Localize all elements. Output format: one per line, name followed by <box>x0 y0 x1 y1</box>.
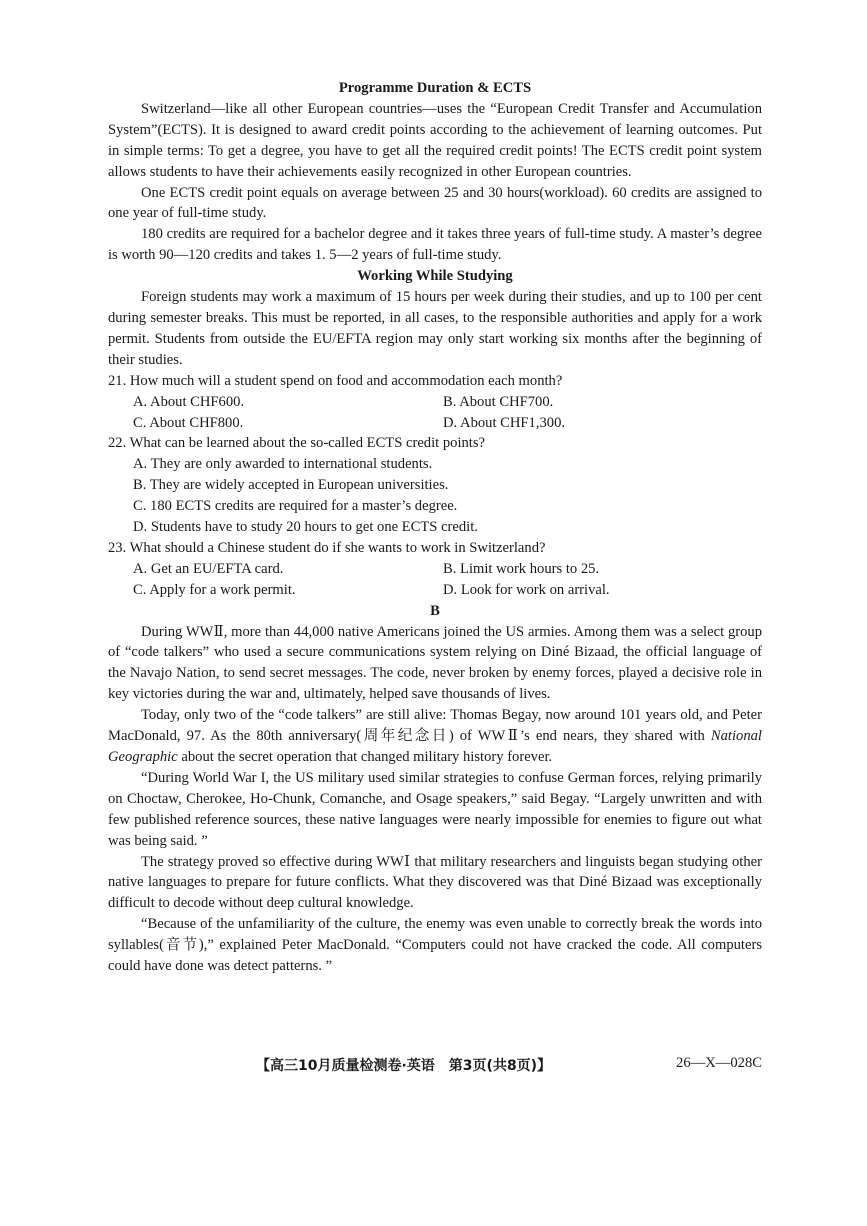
paragraph-text: Today, only two of the “code talkers” are still alive: Thomas Begay, now around 101 years old, and Peter MacDonald, 97. As the 80th anniversary(周年纪念日) of WWⅡ’s end nears, they shared with <box>108 707 762 745</box>
paragraph: “Because of the unfamiliarity of the culture, the enemy was even unable to correctly break the words into syllables(音节),” explained Peter MacDonald. “Computers could not have cracked the code. All computers could have done was detect patterns. ” <box>108 916 762 975</box>
option-b: B. They are widely accepted in European universities. <box>133 477 449 494</box>
option-a: A. About CHF600. <box>133 393 245 410</box>
option-a: A. They are only awarded to international students. <box>133 456 433 473</box>
question-text: 21. How much will a student spend on food and accommodation each month? <box>108 372 563 389</box>
option-c: C. Apply for a work permit. <box>133 581 296 598</box>
option-b: B. About CHF700. <box>443 393 554 410</box>
passage-label: B <box>430 602 440 619</box>
footer-exam-info: 【高三10月质量检测卷·英语 第3页(共8页)】 <box>256 1058 552 1074</box>
magazine-title: National Geographic <box>108 728 762 765</box>
paragraph: One ECTS credit point equals on average between 25 and 30 hours(workload). 60 credits are assigned to one year of full-time study. <box>108 184 762 222</box>
section-heading-programme: Programme Duration & ECTS <box>338 80 532 96</box>
paragraph: Switzerland—like all other European countries—uses the “European Credit Transfer and Accumulation System”(ECTS). It is designed to award credit points according to the achievement of learning outcomes. Put in simple terms: To get a degree, you have to get all the required credit points! The ECTS credit point system allows students to have their achievements easily recognized in other European countries. <box>108 100 762 180</box>
option-c: C. About CHF800. <box>133 414 244 431</box>
paragraph: “During World War I, the US military used similar strategies to confuse German forces, relying primarily on Choctaw, Cherokee, Ho-Chunk, Comanche, and Osage speakers,” said Begay. “Largely unwritten and with few published reference sources, these native languages were nearly impossible for enemies to figure out what was being said. ” <box>108 769 762 849</box>
paragraph: Foreign students may work a maximum of 15 hours per week during their studies, and up to 100 per cent during semester breaks. This must be reported, in all cases, to the responsible authorities and apply for a work permit. Students from outside the EU/EFTA region may only start working six months after the beginning of their studies. <box>108 289 762 368</box>
paragraph <box>108 705 762 768</box>
option-b: B. Limit work hours to 25. <box>443 560 600 577</box>
section-heading-working: Working While Studying <box>357 268 513 285</box>
page-footer <box>108 1055 762 1075</box>
question-text: 23. What should a Chinese student do if she wants to work in Switzerland? <box>108 539 546 556</box>
options-row <box>108 413 762 434</box>
question-text: 22. What can be learned about the so-called ECTS credit points? <box>108 435 486 452</box>
option-c: C. 180 ECTS credits are required for a master’s degree. <box>133 498 458 515</box>
document-page <box>108 78 762 977</box>
option-d: D. Look for work on arrival. <box>443 581 610 598</box>
footer-code: 26—X—028C <box>676 1055 762 1071</box>
question-22 <box>108 433 762 538</box>
paragraph: The strategy proved so effective during WWⅠ that military researchers and linguists began studying other native languages to prepare for future conflicts. What they discovered was that Diné Bizaad was exceptionally difficult to decode without deep cultural knowledge. <box>108 853 762 912</box>
question-23 <box>108 538 762 601</box>
option-d: D. Students have to study 20 hours to get one ECTS credit. <box>133 519 478 536</box>
paragraph: During WWⅡ, more than 44,000 native Americans joined the US armies. Among them was a select group of “code talkers” who used a secure communications system relying on Diné Bizaad, the official language of the Navajo Nation, to send secret messages. The code, never broken by enemy forces, played a decisive role in key victories during the war and, ultimately, helped save thousands of lives. <box>108 623 762 703</box>
question-21 <box>108 371 762 434</box>
paragraph-text: about the secret operation that changed military history forever. <box>177 749 553 765</box>
options-row <box>108 580 762 601</box>
paragraph: 180 credits are required for a bachelor degree and it takes three years of full-time study. A master’s degree is worth 90—120 credits and takes 1. 5—2 years of full-time study. <box>108 226 762 264</box>
option-a: A. Get an EU/EFTA card. <box>133 560 284 577</box>
option-d: D. About CHF1,300. <box>443 414 566 431</box>
options-row <box>108 392 762 413</box>
options-row <box>108 559 762 580</box>
